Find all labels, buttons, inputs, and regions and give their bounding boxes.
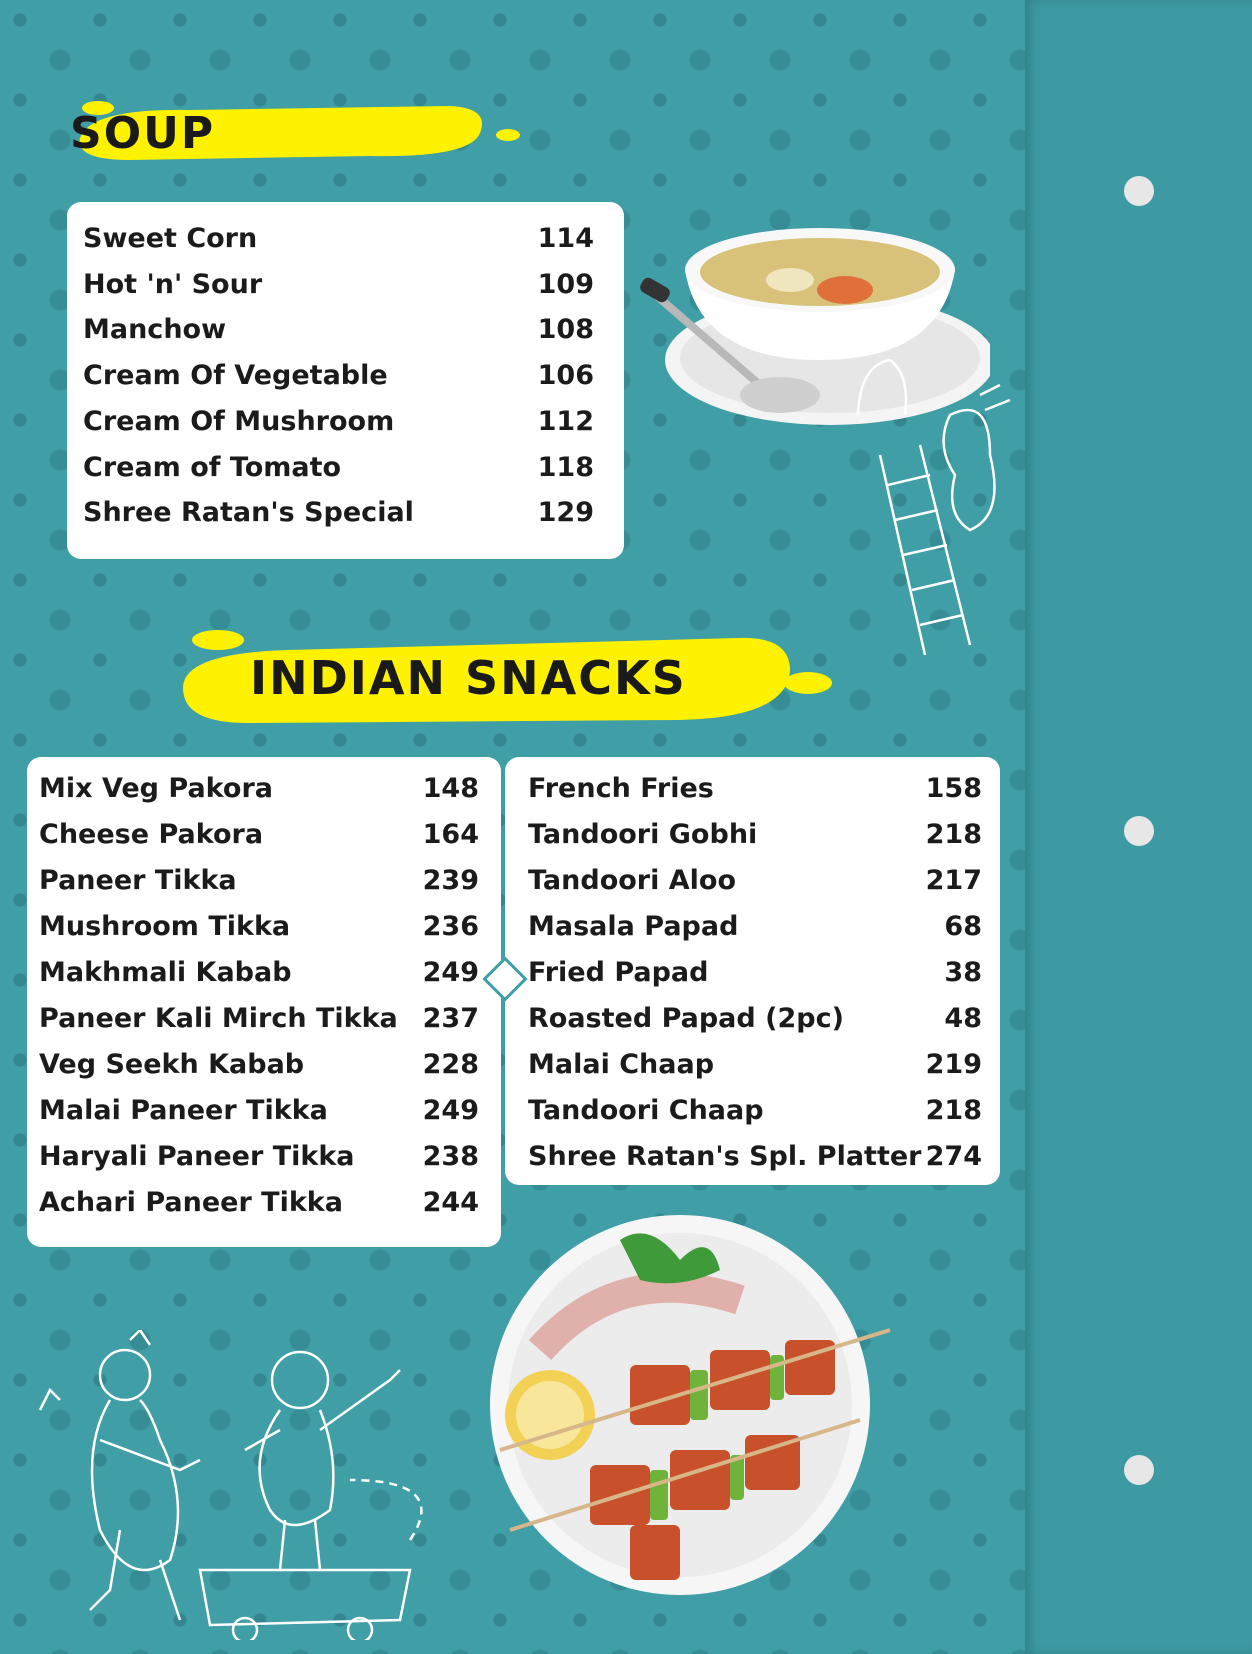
- soup-banner: [70, 98, 520, 168]
- menu-item-price: 108: [537, 314, 594, 346]
- menu-item-row: [27, 1003, 501, 1043]
- menu-item-row: [67, 269, 624, 309]
- soup-card: [67, 202, 624, 559]
- menu-item-price: 219: [925, 1049, 982, 1080]
- menu-item-price: 118: [537, 451, 594, 483]
- menu-item-row: [505, 819, 1000, 859]
- menu-item-row: [67, 360, 624, 400]
- menu-item-price: 38: [944, 957, 982, 988]
- menu-item-row: [505, 911, 1000, 951]
- menu-item-row: [505, 1003, 1000, 1043]
- menu-item-name: Cream Of Vegetable: [83, 360, 388, 392]
- menu-item-price: 114: [537, 223, 594, 254]
- menu-item-price: 237: [422, 1003, 479, 1034]
- menu-item-price: 236: [422, 911, 479, 942]
- menu-item-name: Hot 'n' Sour: [83, 268, 263, 300]
- menu-item-name: Manchow: [83, 314, 227, 346]
- menu-item-name: Haryali Paneer Tikka: [39, 1141, 355, 1172]
- snacks-right-card: [505, 757, 1000, 1185]
- menu-item-price: 244: [422, 1187, 479, 1218]
- menu-item-row: [27, 911, 501, 951]
- menu-item-name: Veg Seekh Kabab: [39, 1049, 305, 1080]
- menu-item-price: 48: [944, 1003, 982, 1034]
- menu-item-price: 217: [925, 865, 982, 896]
- menu-item-row: [27, 957, 501, 997]
- menu-item-price: 218: [925, 819, 982, 850]
- menu-item-price: 249: [422, 1095, 479, 1126]
- menu-item-name: Shree Ratan's Special: [83, 497, 414, 529]
- menu-item-row: [505, 865, 1000, 905]
- menu-item-price: 239: [422, 865, 479, 896]
- menu-item-name: Tandoori Chaap: [528, 1095, 764, 1126]
- binder-hole-icon: [1124, 816, 1154, 846]
- menu-item-row: [27, 1141, 501, 1181]
- soup-title: SOUP: [70, 107, 216, 159]
- menu-item-row: [27, 1049, 501, 1089]
- menu-item-name: Paneer Kali Mirch Tikka: [39, 1003, 398, 1034]
- menu-item-row: [27, 1095, 501, 1135]
- menu-item-row: [27, 1187, 501, 1227]
- menu-item-row: [505, 1049, 1000, 1089]
- menu-item-row: [505, 773, 1000, 813]
- menu-item-name: Tandoori Aloo: [528, 865, 737, 896]
- menu-item-name: Achari Paneer Tikka: [39, 1187, 343, 1218]
- menu-item-price: 158: [925, 773, 982, 804]
- menu-item-row: [67, 497, 624, 537]
- menu-item-price: 148: [422, 773, 479, 804]
- menu-item-row: [505, 957, 1000, 997]
- menu-item-row: [67, 406, 624, 446]
- snacks-banner: [178, 628, 838, 728]
- menu-item-price: 274: [925, 1141, 982, 1172]
- menu-item-price: 238: [422, 1141, 479, 1172]
- menu-item-row: [67, 223, 624, 263]
- menu-item-price: 68: [944, 911, 982, 942]
- menu-item-row: [67, 314, 624, 354]
- menu-item-name: Malai Paneer Tikka: [39, 1095, 328, 1126]
- menu-item-name: Shree Ratan's Spl. Platter: [528, 1141, 922, 1172]
- snacks-left-card: [27, 757, 501, 1247]
- menu-item-name: Tandoori Gobhi: [528, 819, 758, 850]
- snacks-title: INDIAN SNACKS: [250, 651, 687, 705]
- menu-item-price: 218: [925, 1095, 982, 1126]
- menu-item-name: Mushroom Tikka: [39, 911, 291, 942]
- menu-item-name: Cream Of Mushroom: [83, 405, 395, 437]
- menu-item-name: Fried Papad: [528, 957, 709, 988]
- menu-item-name: Malai Chaap: [528, 1049, 715, 1080]
- menu-item-name: French Fries: [528, 773, 714, 804]
- menu-item-price: 109: [537, 268, 594, 300]
- menu-item-row: [505, 1141, 1000, 1181]
- menu-item-name: Sweet Corn: [83, 223, 258, 254]
- menu-item-row: [27, 865, 501, 905]
- binder-hole-icon: [1124, 176, 1154, 206]
- menu-item-price: 112: [537, 405, 594, 437]
- dancing-figures-doodle: [30, 1330, 450, 1640]
- menu-item-price: 228: [422, 1049, 479, 1080]
- menu-item-name: Cheese Pakora: [39, 819, 264, 850]
- menu-item-price: 164: [422, 819, 479, 850]
- menu-item-name: Masala Papad: [528, 911, 739, 942]
- menu-item-price: 129: [537, 497, 594, 529]
- menu-item-name: Paneer Tikka: [39, 865, 237, 896]
- menu-item-row: [505, 1095, 1000, 1135]
- menu-item-name: Cream of Tomato: [83, 451, 342, 483]
- ladder-doodle: [850, 355, 1020, 655]
- menu-item-row: [27, 773, 501, 813]
- menu-item-name: Makhmali Kabab: [39, 957, 292, 988]
- paneer-tikka-photo: [480, 1200, 910, 1630]
- menu-item-name: Roasted Papad (2pc): [528, 1003, 844, 1034]
- menu-item-row: [67, 452, 624, 492]
- menu-item-name: Mix Veg Pakora: [39, 773, 273, 804]
- binder-hole-icon: [1124, 1455, 1154, 1485]
- menu-item-price: 249: [422, 957, 479, 988]
- menu-item-price: 106: [537, 360, 594, 392]
- menu-item-row: [27, 819, 501, 859]
